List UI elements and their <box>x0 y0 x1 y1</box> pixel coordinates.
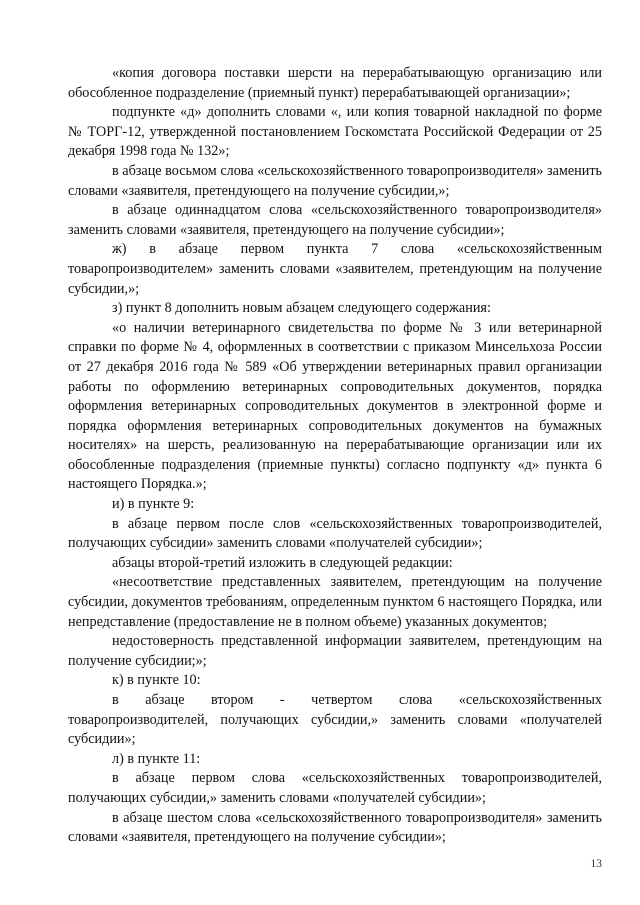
paragraph: недостоверность представленной информации заявителем, претендующим на получение субсидии;»; <box>68 633 602 669</box>
paragraph: в абзаце шестом слова «сельскохозяйственного товаропроизводителя» заменить словами «заявителя, претендующего на получение субсидии»; <box>68 809 602 846</box>
paragraph: «о наличии ветеринарного свидетельства по форме № 3 или ветеринарной справки по форме № 4, оформленных в соответствии с приказом Минсельхоза России от 27 декабря 2016 года № 589 «Об утверждении ветеринарных правил организации работы по оформлению ветеринарных сопроводительных документов, порядка оформления ветеринарных сопроводительных документов в электронной форме и порядка оформления ветеринарных сопроводительных документов на бумажных носителях» на шерсть, реализованную на перерабатывающие организации или их обособленные подразделения (приемные пункты) согласно подпункту «д» пункта 6 настоящего Порядка.»; <box>68 319 602 493</box>
paragraph: в абзаце втором - четвертом слова «сельскохозяйственных товаропроизводителей, получающих субсидии,» заменить словами «получателей субсидии»; <box>68 692 602 748</box>
paragraph: ж) в абзаце первом пункта 7 слова «сельскохозяйственным товаропроизводителем» заменить словами «заявителем, претендующим на получение субсидии,»; <box>68 241 602 297</box>
paragraph: подпункте «д» дополнить словами «, или копия товарной накладной по форме № ТОРГ-12, утвержденной постановлением Госкомстата Российской Федерации от 25 декабря 1998 года № 132»; <box>68 104 602 160</box>
paragraph: з) пункт 8 дополнить новым абзацем следующего содержания: <box>112 300 491 317</box>
paragraph: к) в пункте 10: <box>112 672 201 689</box>
paragraph: «несоответствие представленных заявителем, претендующим на получение субсидии, документов требованиям, определенным пунктом 6 настоящего Порядка, или непредставление (предоставление не в полном объеме) указанных документов; <box>68 574 602 630</box>
page-number: 13 <box>590 858 602 871</box>
paragraph: в абзаце первом слова «сельскохозяйственных товаропроизводителей, получающих субсидии,» заменить словами «получателей субсидии»; <box>68 770 602 806</box>
paragraph: л) в пункте 11: <box>112 750 201 767</box>
document-body <box>68 64 602 848</box>
paragraph: в абзаце одиннадцатом слова «сельскохозяйственного товаропроизводителя» заменить словами «заявителя, претендующего на получение субсидии»; <box>68 202 602 238</box>
paragraph: абзацы второй-третий изложить в следующей редакции: <box>112 554 453 571</box>
paragraph: «копия договора поставки шерсти на перерабатывающую организацию или обособленное подразделение (приемный пункт) перерабатывающей организации»; <box>68 65 602 101</box>
paragraph: в абзаце восьмом слова «сельскохозяйственного товаропроизводителя» заменить словами «заявителя, претендующего на получение субсидии,»; <box>68 162 602 199</box>
paragraph: и) в пункте 9: <box>112 496 195 513</box>
paragraph: в абзаце первом после слов «сельскохозяйственных товаропроизводителей, получающих субсидии» заменить словами «получателей субсидии»; <box>68 515 602 552</box>
